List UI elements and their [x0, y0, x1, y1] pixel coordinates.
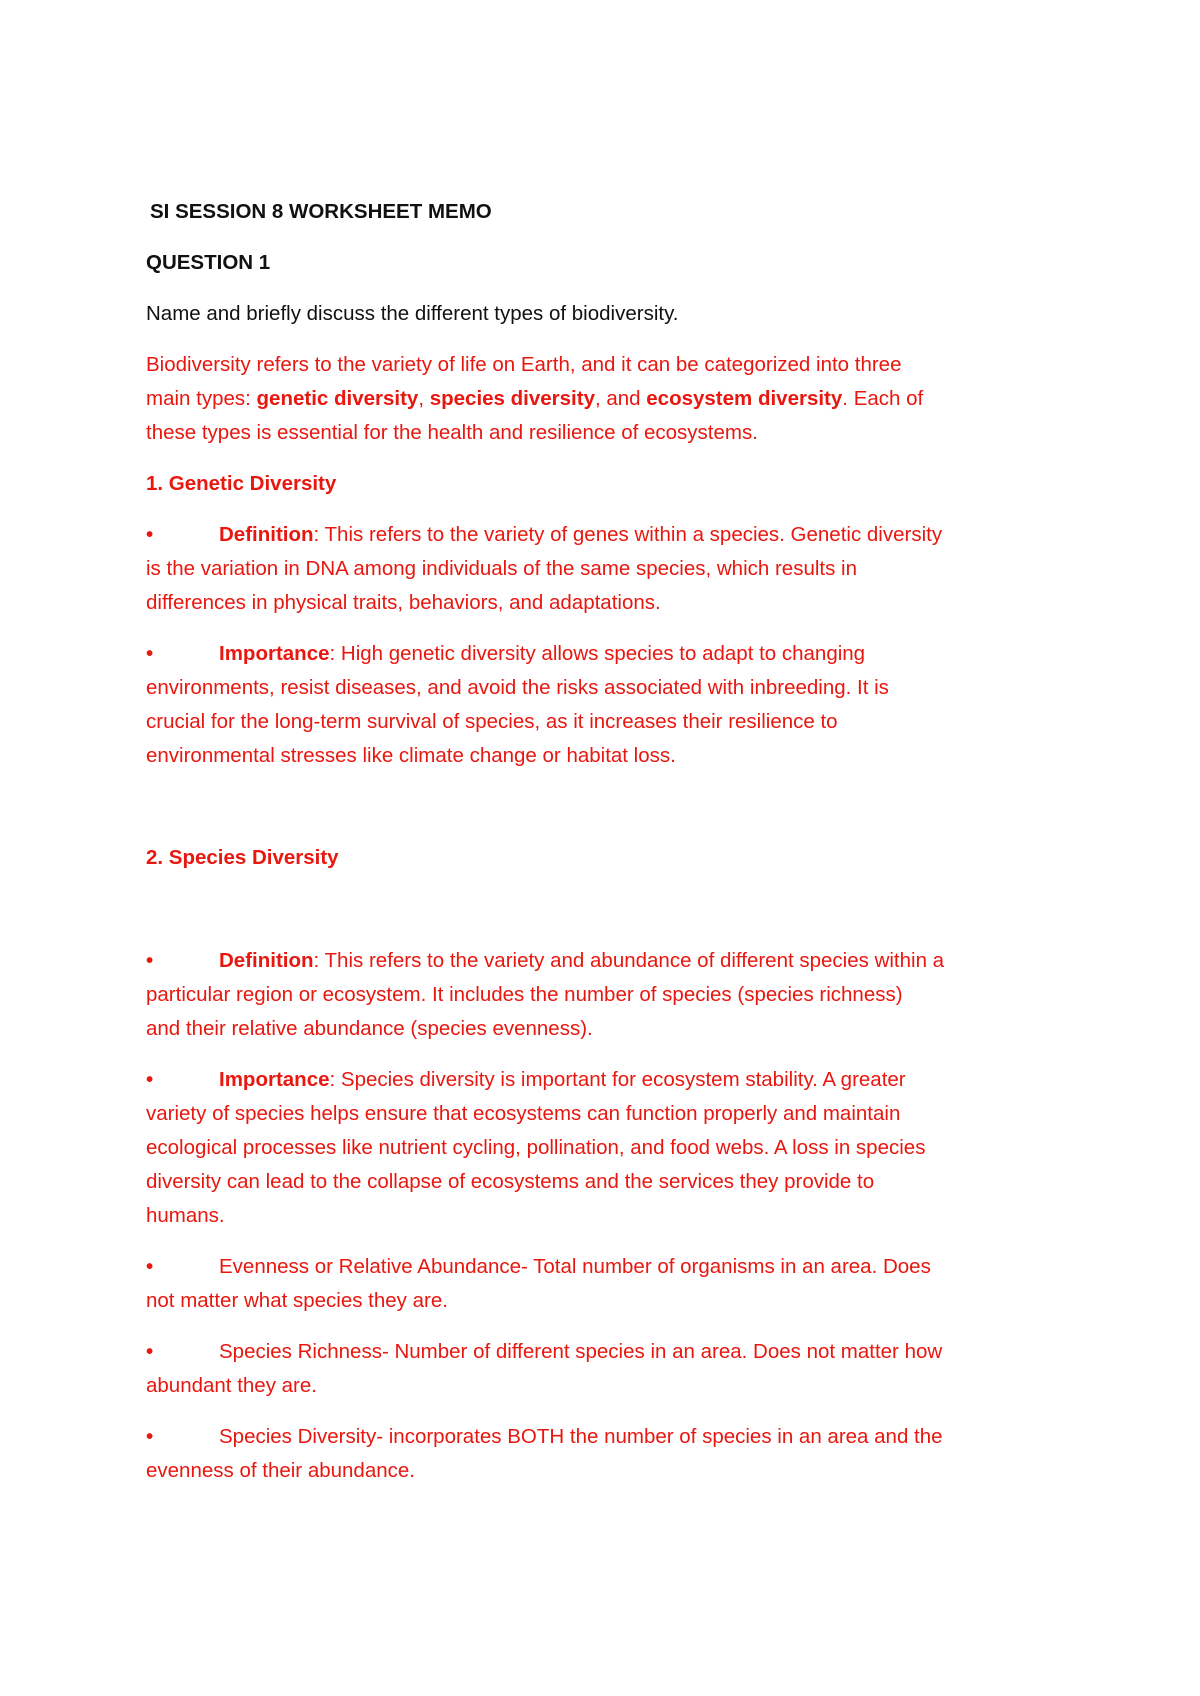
bullet-icon: •: [146, 523, 154, 546]
s2-importance-line-4: diversity can lead to the collapse of ecosystems and the services they provide to: [146, 1170, 875, 1193]
intro-line-1: Biodiversity refers to the variety of life on Earth, and it can be categorized into three: [146, 353, 902, 376]
s1-definition-line-2: is the variation in DNA among individuals of the same species, which results in: [146, 557, 858, 580]
s2-evenness-line-1: Evenness or Relative Abundance- Total number of organisms in an area. Does: [219, 1255, 931, 1278]
s2-importance-line-2: variety of species helps ensure that ecosystems can function properly and maintain: [146, 1102, 901, 1125]
term-species-diversity: species diversity: [429, 387, 595, 410]
s2-definition-line-1: [219, 947, 944, 975]
term-genetic-diversity: genetic diversity: [256, 387, 419, 410]
section-2-heading: 2. Species Diversity: [146, 846, 339, 869]
definition-text: : This refers to the variety and abundance of different species within a: [313, 949, 945, 972]
intro-text: ,: [418, 387, 430, 410]
s2-diversity-line-1: Species Diversity- incorporates BOTH the number of species in an area and the: [219, 1425, 943, 1448]
s2-importance-line-3: ecological processes like nutrient cycling, pollination, and food webs. A loss in species: [146, 1136, 926, 1159]
bullet-icon: •: [146, 642, 154, 665]
s2-diversity-line-2: evenness of their abundance.: [146, 1459, 415, 1482]
bullet-icon: •: [146, 1340, 154, 1363]
s1-definition-line-3: differences in physical traits, behaviors, and adaptations.: [146, 591, 661, 614]
definition-label: Definition: [219, 949, 314, 972]
bullet-icon: •: [146, 1255, 154, 1278]
intro-line-2: [146, 385, 923, 413]
question-heading: QUESTION 1: [146, 251, 271, 274]
s2-evenness-line-2: not matter what species they are.: [146, 1289, 448, 1312]
s1-importance-line-3: crucial for the long-term survival of species, as it increases their resilience to: [146, 710, 838, 733]
importance-text: : High genetic diversity allows species to adapt to changing: [329, 642, 866, 665]
bullet-icon: •: [146, 949, 154, 972]
bullet-icon: •: [146, 1068, 154, 1091]
importance-label: Importance: [219, 642, 330, 665]
question-text: Name and briefly discuss the different types of biodiversity.: [146, 302, 679, 325]
importance-text: : Species diversity is important for ecosystem stability. A greater: [329, 1068, 906, 1091]
definition-text: : This refers to the variety of genes within a species. Genetic diversity: [313, 523, 943, 546]
intro-line-3: these types is essential for the health and resilience of ecosystems.: [146, 421, 758, 444]
s2-definition-line-3: and their relative abundance (species evenness).: [146, 1017, 593, 1040]
document-title: SI SESSION 8 WORKSHEET MEMO: [150, 200, 492, 223]
intro-text: . Each of: [842, 387, 924, 410]
section-1-heading: 1. Genetic Diversity: [146, 472, 337, 495]
s1-importance-line-4: environmental stresses like climate change or habitat loss.: [146, 744, 676, 767]
s2-richness-line-1: Species Richness- Number of different species in an area. Does not matter how: [219, 1340, 943, 1363]
bullet-icon: •: [146, 1425, 154, 1448]
s2-importance-line-1: [219, 1066, 906, 1094]
intro-text: , and: [594, 387, 647, 410]
importance-label: Importance: [219, 1068, 330, 1091]
term-ecosystem-diversity: ecosystem diversity: [646, 387, 843, 410]
s2-definition-line-2: particular region or ecosystem. It includes the number of species (species richness): [146, 983, 903, 1006]
s2-richness-line-2: abundant they are.: [146, 1374, 317, 1397]
definition-label: Definition: [219, 523, 314, 546]
s2-importance-line-5: humans.: [146, 1204, 225, 1227]
intro-text: main types:: [146, 387, 257, 410]
s1-importance-line-1: [219, 640, 865, 668]
s1-definition-line-1: [219, 521, 942, 549]
s1-importance-line-2: environments, resist diseases, and avoid the risks associated with inbreeding. It is: [146, 676, 889, 699]
